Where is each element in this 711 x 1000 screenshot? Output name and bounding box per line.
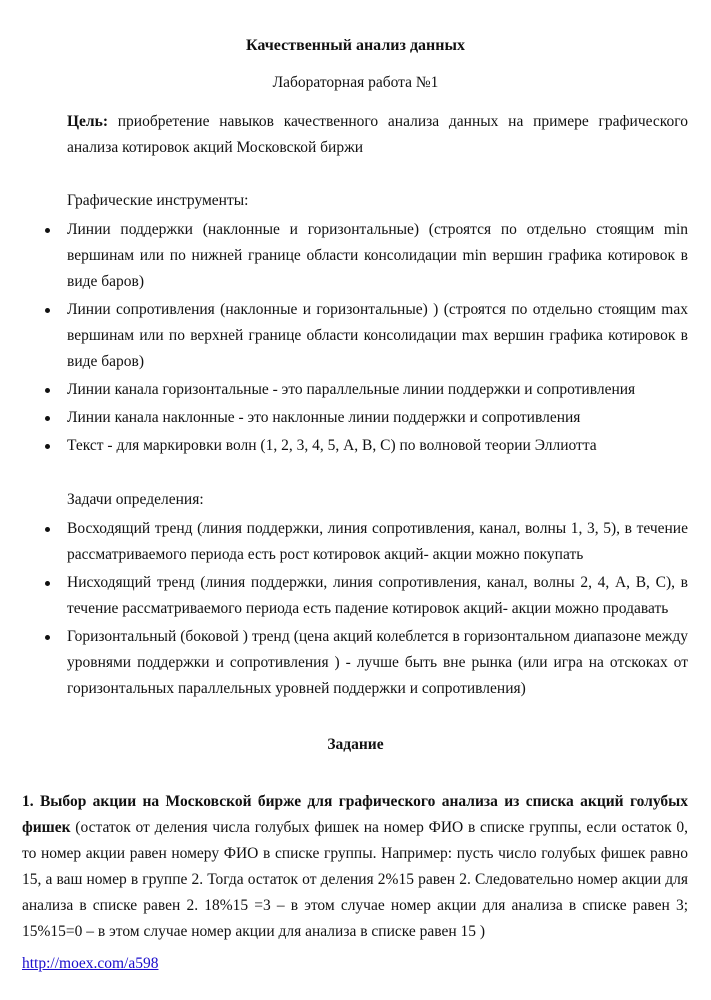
assignment-heading: Задание bbox=[327, 736, 384, 753]
list-item: Линии канала наклонные - это наклонные линии поддержки и сопротивления bbox=[40, 405, 688, 431]
tools-list bbox=[40, 217, 688, 461]
list-item: Линии сопротивления (наклонные и горизонтальные) ) (строятся по отдельно стоящим max вершинам или по верхней границе области консолидации max вершин графика котировок в виде баров) bbox=[40, 297, 688, 375]
goal-label: Цель: bbox=[67, 113, 108, 130]
step-1-title: 1. Выбор акции на Московской бирже для графического анализа из списка акций голубых фишек bbox=[22, 793, 688, 836]
list-item: Текст - для маркировки волн (1, 2, 3, 4, 5, A, B, C) по волновой теории Эллиотта bbox=[40, 433, 688, 459]
tools-heading: Графические инструменты: bbox=[67, 192, 249, 209]
list-item: Линии канала горизонтальные - это параллельные линии поддержки и сопротивления bbox=[40, 377, 688, 403]
list-item: Линии поддержки (наклонные и горизонтальные) (строятся по отдельно стоящим min вершинам или по нижней границе области консолидации min вершин графика котировок в виде баров) bbox=[40, 217, 688, 295]
document-subtitle: Лабораторная работа №1 bbox=[272, 74, 439, 91]
goal-paragraph bbox=[67, 109, 688, 161]
list-item: Горизонтальный (боковой ) тренд (цена акций колеблется в горизонтальном диапазоне между уровнями поддержки и сопротивления ) - лучше быть вне рынка (или игра на отскоках от горизонтальных параллельных уровней поддержки и сопротивления) bbox=[40, 624, 688, 702]
goal-text: приобретение навыков качественного анализа данных на примере графического анализа котировок акций Московской биржи bbox=[67, 113, 688, 156]
list-item: Восходящий тренд (линия поддержки, линия сопротивления, канал, волны 1, 3, 5), в течение рассматриваемого периода есть рост котировок акций- акции можно покупать bbox=[40, 516, 688, 568]
document-title: Качественный анализ данных bbox=[246, 37, 465, 54]
moex-link[interactable]: http://moex.com/a598 bbox=[22, 955, 159, 972]
assignment-step-1 bbox=[22, 789, 688, 945]
moex-link-wrap bbox=[22, 951, 158, 977]
tasks-list bbox=[40, 516, 688, 704]
list-item: Нисходящий тренд (линия поддержки, линия сопротивления, канал, волны 2, 4, A, B, C), в течение рассматриваемого периода есть падение котировок акций- акции можно продавать bbox=[40, 570, 688, 622]
tasks-heading: Задачи определения: bbox=[67, 491, 204, 508]
step-1-text: (остаток от деления числа голубых фишек на номер ФИО в списке группы, если остаток 0, то номер акции равен номеру ФИО в списке группы. Например: пусть число голубых фишек равно 15, а ваш номер в группе 2. Тогда остаток от деления 2%15 равен 2. Следовательно номер акции для анализа в списке равен 2. 18%15 =3 – в этом случае номер акции для анализа в списке равен 3; 15%15=0 – в этом случае номер акции для анализа в списке равен 15 ) bbox=[22, 819, 688, 940]
